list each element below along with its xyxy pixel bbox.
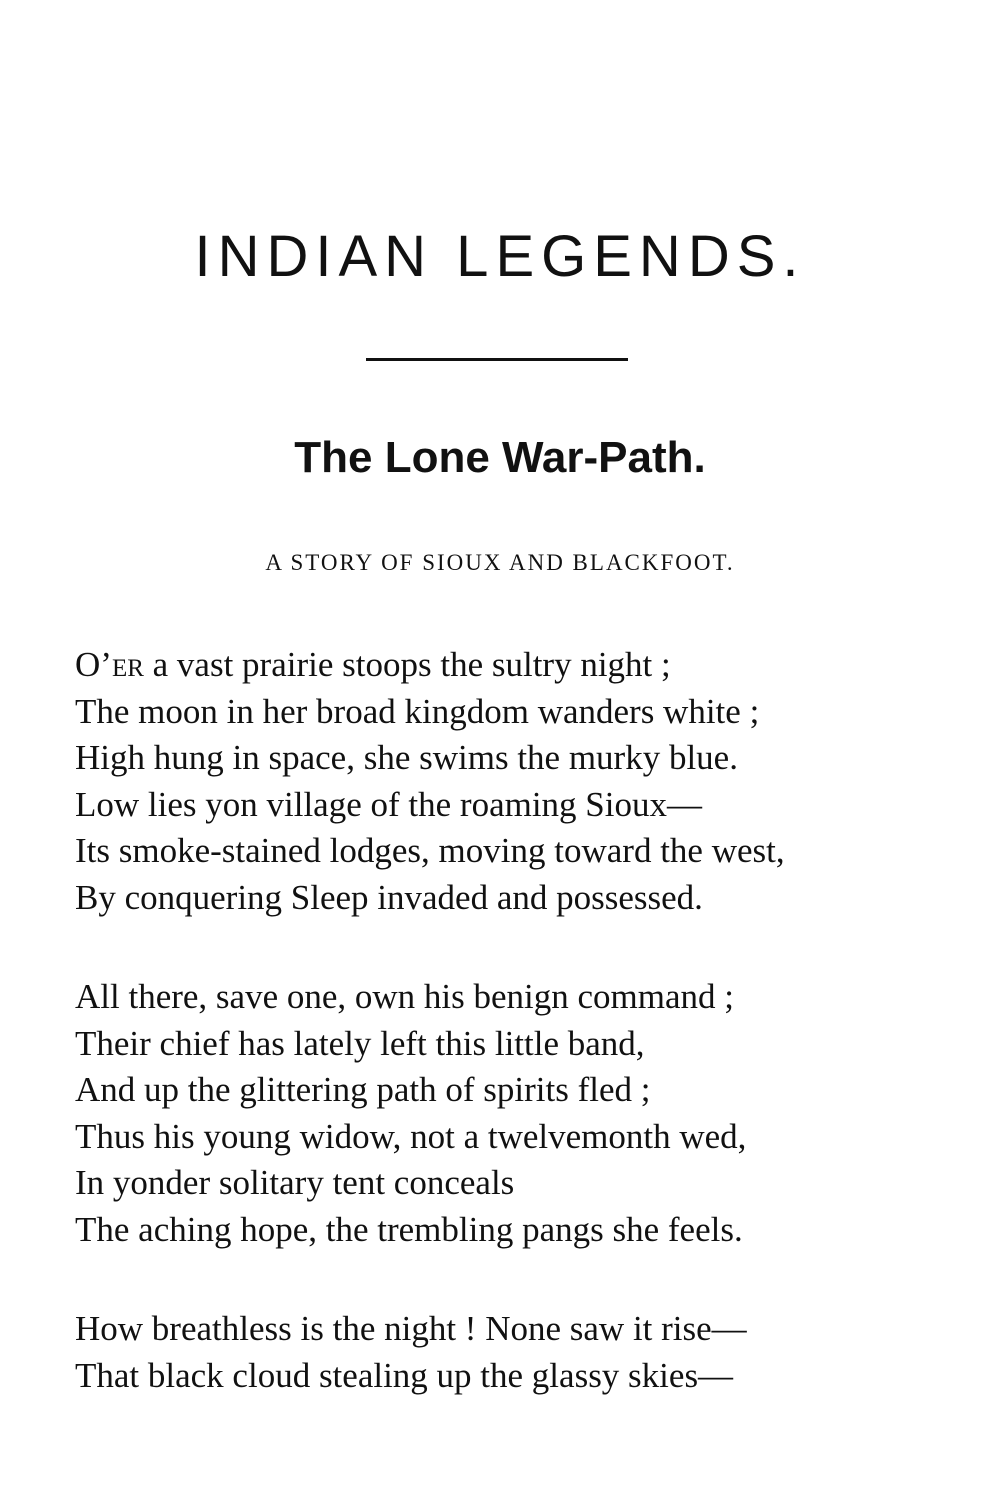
stanza-2 — [75, 974, 955, 1253]
drop-word-lead: O’ — [75, 645, 112, 684]
poem-line: Their chief has lately left this little band, — [75, 1023, 645, 1063]
poem-line: By conquering Sleep invaded and possessed. — [75, 877, 703, 917]
poem-title: The Lone War-Path. — [294, 433, 706, 482]
first-line-rest: a vast prairie stoops the sultry night ; — [143, 645, 671, 684]
poem-line: That black cloud stealing up the glassy skies— — [75, 1355, 734, 1395]
poem-line: How breathless is the night ! None saw it rise— — [75, 1309, 747, 1348]
poem-line: Its smoke-stained lodges, moving toward the west, — [75, 831, 785, 870]
stanza-3 — [75, 1306, 955, 1399]
poem-line: And up the glittering path of spirits fled ; — [75, 1070, 651, 1109]
poem-line: High hung in space, she swims the murky blue. — [75, 738, 738, 777]
poem-subtitle: A STORY OF SIOUX AND BLACKFOOT. — [265, 550, 735, 575]
poem-line: The moon in her broad kingdom wanders white ; — [75, 691, 760, 731]
poem-line: Low lies yon village of the roaming Sioux— — [75, 784, 702, 824]
poem-line — [75, 642, 955, 689]
poem-line: In yonder solitary tent conceals — [75, 1163, 515, 1202]
stanza-1 — [75, 642, 955, 921]
poem-line: The aching hope, the trembling pangs she feels. — [75, 1209, 743, 1249]
page-title: INDIAN LEGENDS. — [194, 224, 806, 289]
poem-line: Thus his young widow, not a twelvemonth wed, — [75, 1116, 747, 1156]
drop-word-smallcaps: er — [111, 645, 144, 684]
title-divider — [366, 358, 628, 361]
poem-line: All there, save one, own his benign command ; — [75, 977, 735, 1016]
